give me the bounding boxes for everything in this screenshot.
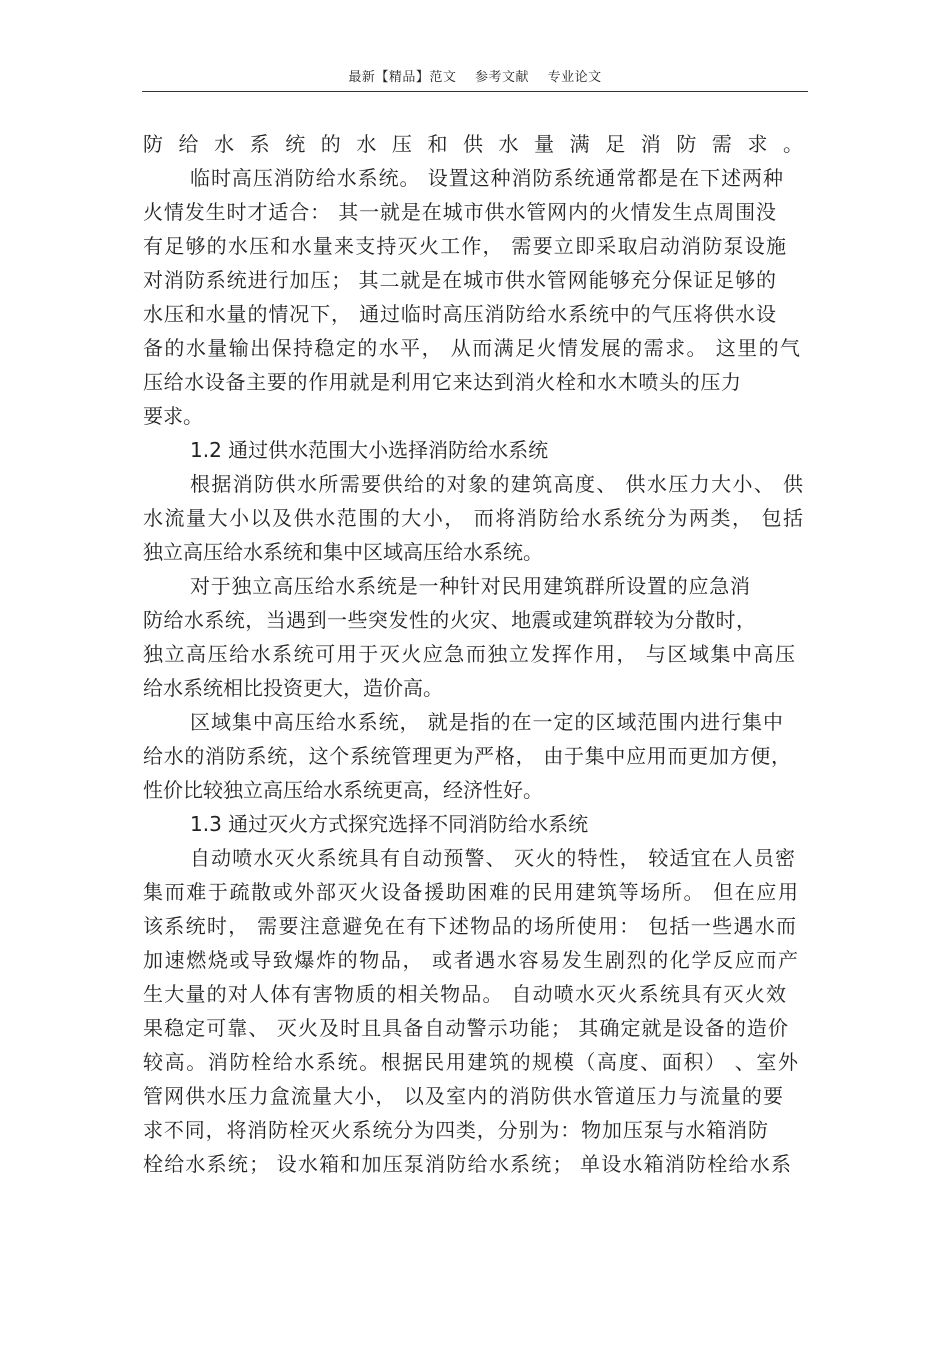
text-line: 生大量的对人体有害物质的相关物品。 自动喷水灭火系统具有灭火效	[143, 982, 786, 1006]
text-line: 火情发生时才适合： 其一就是在城市供水管网内的火情发生点周围没	[143, 200, 776, 224]
text-line: 管网供水压力盒流量大小， 以及室内的消防供水管道压力与流量的要	[143, 1084, 783, 1108]
text-line: 压给水设备主要的作用就是利用它来达到消火栓和水木喷头的压力	[143, 370, 741, 394]
text-line: 集而难于疏散或外部灭火设备援助困难的民用建筑等场所。 但在应用	[143, 880, 798, 904]
text-line: 给水系统相比投资更大，造价高。	[143, 676, 443, 700]
text-line: 根据消防供水所需要供给的对象的建筑高度、 供水压力大小、 供	[190, 472, 803, 496]
text-line: 性价比较独立高压给水系统更高，经济性好。	[143, 778, 543, 802]
text-line: 防给水系统的水压和供水量满足消防需求。	[143, 132, 803, 156]
text-line: 独立高压给水系统可用于灭火应急而独立发挥作用， 与区域集中高压	[143, 642, 795, 666]
text-line: 区域集中高压给水系统， 就是指的在一定的区域范围内进行集中	[190, 710, 783, 734]
text-line: 临时高压消防给水系统。 设置这种消防系统通常都是在下述两种	[190, 166, 783, 190]
text-line: 加速燃烧或导致爆炸的物品， 或者遇水容易发生剧烈的化学反应而产	[143, 948, 798, 972]
text-line: 防给水系统，当遇到一些突发性的火灾、地震或建筑群较为分散时，	[143, 608, 756, 632]
text-line: 栓给水系统； 设水箱和加压泵消防给水系统； 单设水箱消防栓给水系	[143, 1152, 791, 1176]
text-line: 自动喷水灭火系统具有自动预警、 灭火的特性， 较适宜在人员密	[190, 846, 795, 870]
text-line: 1.2 通过供水范围大小选择消防给水系统	[190, 438, 549, 462]
text-line: 求不同，将消防栓灭火系统分为四类，分别为：物加压泵与水箱消防	[143, 1118, 768, 1142]
text-line: 要求。	[143, 404, 203, 428]
header-rule	[142, 91, 808, 92]
text-line: 有足够的水压和水量来支持灭火工作， 需要立即采取启动消防泵设施	[143, 234, 786, 258]
text-line: 较高。消防栓给水系统。根据民用建筑的规模（高度、面积） 、室外	[143, 1050, 798, 1074]
text-line: 水压和水量的情况下， 通过临时高压消防给水系统中的气压将供水设	[143, 302, 776, 326]
text-line: 对于独立高压给水系统是一种针对民用建筑群所设置的应急消	[190, 574, 750, 598]
text-line: 水流量大小以及供水范围的大小， 而将消防给水系统分为两类， 包括	[143, 506, 803, 530]
text-line: 1.3 通过灭火方式探究选择不同消防给水系统	[190, 812, 589, 836]
text-line: 备的水量输出保持稳定的水平， 从而满足火情发展的需求。 这里的气	[143, 336, 800, 360]
text-line: 对消防系统进行加压； 其二就是在城市供水管网能够充分保证足够的	[143, 268, 776, 292]
text-line: 给水的消防系统，这个系统管理更为严格， 由于集中应用而更加方便，	[143, 744, 791, 768]
text-line: 果稳定可靠、 灭火及时且具备自动警示功能； 其确定就是设备的造价	[143, 1016, 788, 1040]
text-line: 该系统时， 需要注意避免在有下述物品的场所使用： 包括一些遇水而	[143, 914, 796, 938]
page-header: 最新【精品】范文 参考文献 专业论文	[348, 70, 602, 85]
text-line: 独立高压给水系统和集中区域高压给水系统。	[143, 540, 543, 564]
